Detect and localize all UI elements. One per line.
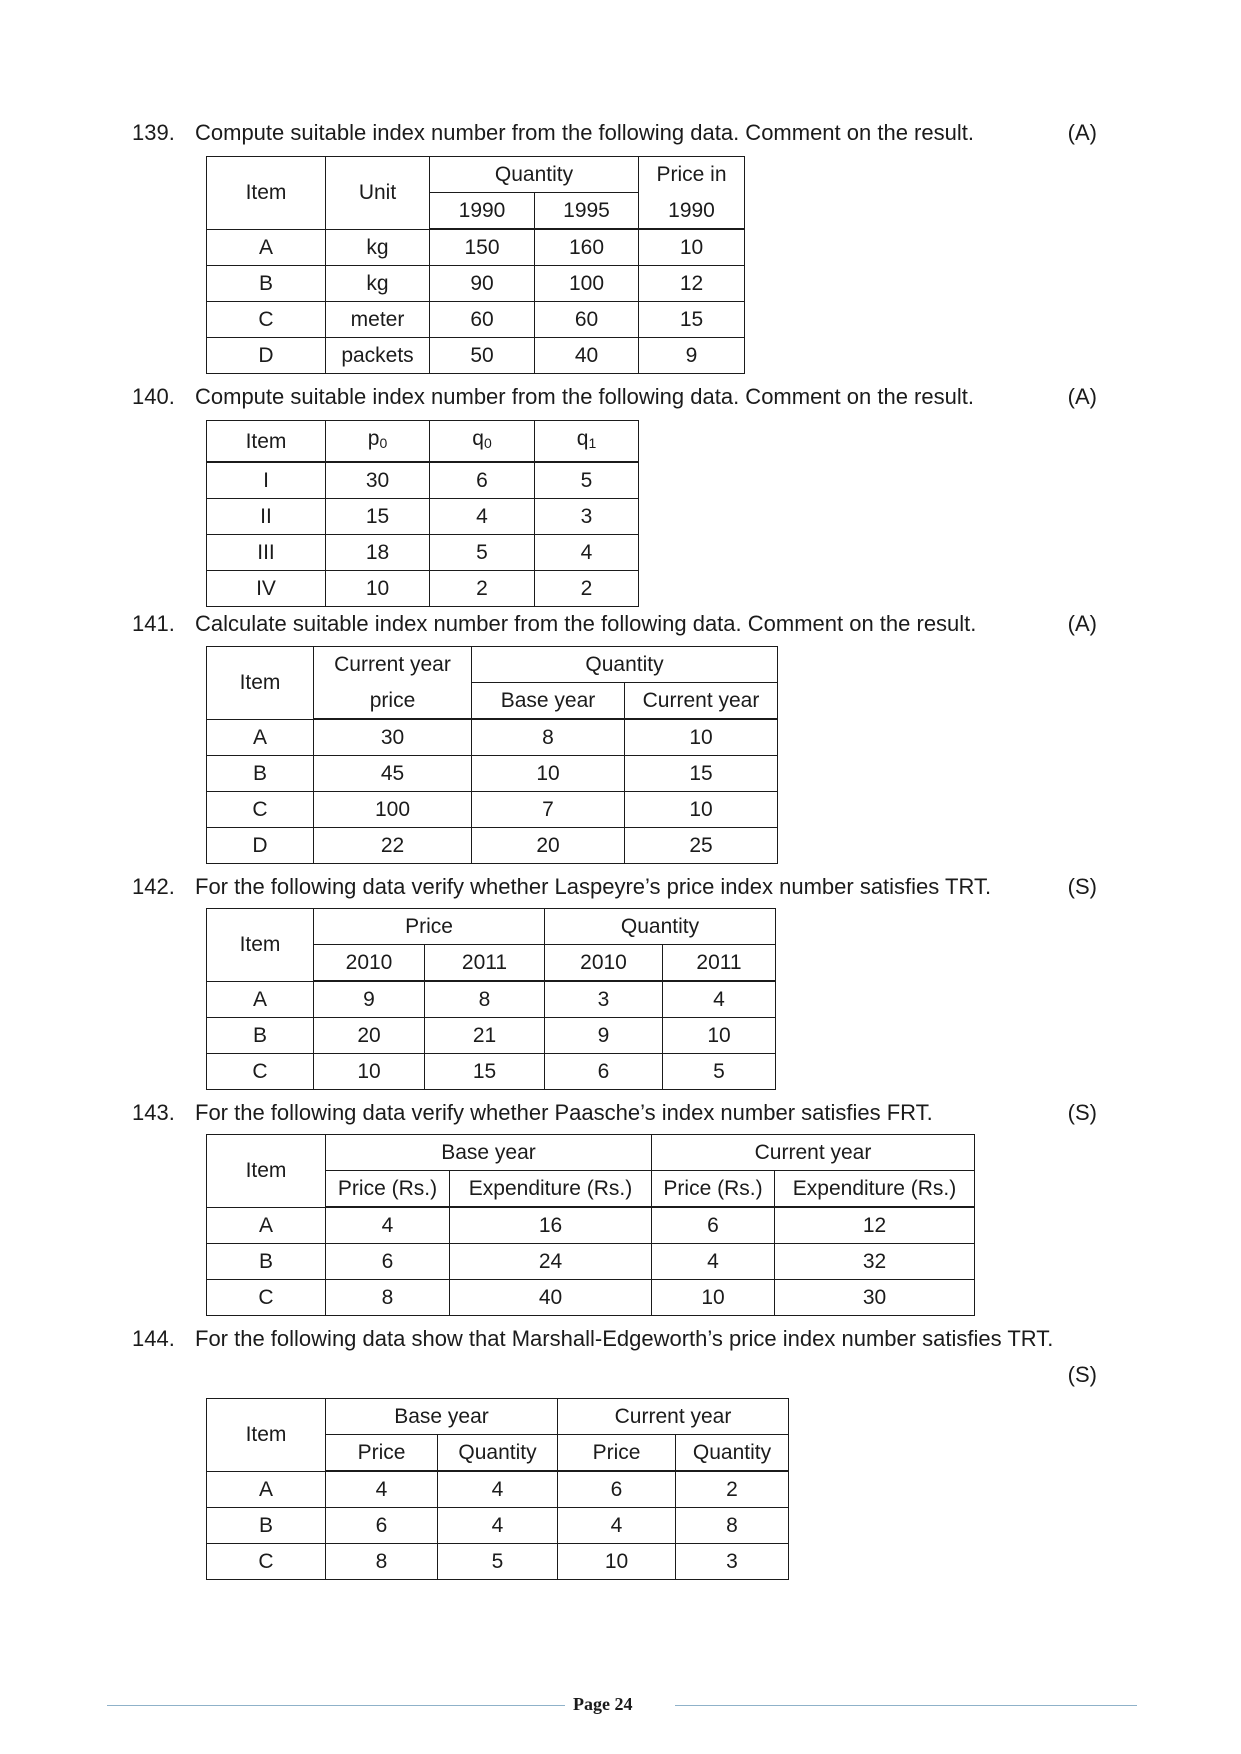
table-cell: 6 [430, 462, 535, 499]
difficulty-tag: (A) [1067, 384, 1097, 409]
difficulty-tag: (S) [1067, 1362, 1097, 1387]
table-cell: 30 [314, 719, 472, 756]
header-expenditure: Expenditure (Rs.) [775, 1171, 975, 1208]
header-q0: $q_0$ [430, 421, 535, 463]
header-p0: $p_0$ [326, 421, 430, 463]
question-number: 144. [132, 1326, 175, 1351]
header-2010: 2010 [545, 945, 663, 982]
table-cell: 4 [430, 499, 535, 535]
table-row [207, 1018, 776, 1054]
header-quantity: Quantity [472, 647, 778, 683]
table-cell: 8 [425, 981, 545, 1018]
table-row [207, 266, 745, 302]
table-cell: packets [326, 338, 430, 374]
header-2011: 2011 [425, 945, 545, 982]
table-row [207, 1471, 789, 1508]
table-cell: 3 [535, 499, 639, 535]
table-cell: 15 [326, 499, 430, 535]
header-item: Item [207, 647, 314, 720]
header-item: Item [207, 421, 326, 463]
header-2010: 2010 [314, 945, 425, 982]
header-base-year: Base year [472, 683, 625, 720]
table-row [207, 1544, 789, 1580]
table-row [207, 499, 639, 535]
table-cell: 20 [314, 1018, 425, 1054]
table-cell: 60 [430, 302, 535, 338]
table-cell: 30 [775, 1280, 975, 1316]
header-price: Price [558, 1435, 676, 1472]
header-price: Price [326, 1435, 438, 1472]
header-q1: $q_1$ [535, 421, 639, 463]
table-cell: D [207, 338, 326, 374]
question-number: 141. [132, 611, 175, 636]
header-price-year: 1990 [639, 193, 745, 230]
table-cell: A [207, 229, 326, 266]
table-row [207, 229, 745, 266]
table-cell: 8 [472, 719, 625, 756]
table-cell: C [207, 792, 314, 828]
table-cell: 12 [639, 266, 745, 302]
table-cell: III [207, 535, 326, 571]
table-cell: 40 [450, 1280, 652, 1316]
table-row [207, 338, 745, 374]
page-number: Page 24 [573, 1694, 633, 1714]
table-cell: 10 [652, 1280, 775, 1316]
table-cell: 4 [558, 1508, 676, 1544]
table-cell: 150 [430, 229, 535, 266]
table-cell: kg [326, 229, 430, 266]
table-row [207, 792, 778, 828]
table-cell: B [207, 1018, 314, 1054]
table-cell: 7 [472, 792, 625, 828]
table-cell: 6 [326, 1508, 438, 1544]
header-item: Item [207, 1135, 326, 1208]
footer-rule-left [107, 1705, 565, 1706]
table-cell: C [207, 1280, 326, 1316]
table-cell: 18 [326, 535, 430, 571]
table-cell: B [207, 266, 326, 302]
table-cell: 9 [639, 338, 745, 374]
table-cell: 6 [558, 1471, 676, 1508]
table-cell: 9 [314, 981, 425, 1018]
header-base-year: Base year [326, 1399, 558, 1435]
question-text: For the following data show that Marshall-Edgeworth’s price index number satisfies TRT. [195, 1326, 1054, 1351]
header-price: Price (Rs.) [326, 1171, 450, 1208]
table-cell: 4 [438, 1471, 558, 1508]
table-row [207, 302, 745, 338]
table-cell: C [207, 1054, 314, 1090]
question-144 [132, 1325, 1097, 1391]
table-cell: A [207, 981, 314, 1018]
table-cell: meter [326, 302, 430, 338]
header-price: Price [314, 909, 545, 945]
table-cell: 8 [676, 1508, 789, 1544]
table-cell: 32 [775, 1244, 975, 1280]
table-cell: 2 [535, 571, 639, 607]
table-cell: A [207, 1207, 326, 1244]
table-cell: 2 [676, 1471, 789, 1508]
table-cell: 10 [326, 571, 430, 607]
question-number: 140. [132, 384, 175, 409]
table-row [207, 535, 639, 571]
table-row [207, 1244, 975, 1280]
table-cell: 45 [314, 756, 472, 792]
header-current-year: Current year [625, 683, 778, 720]
table-cell: 10 [639, 229, 745, 266]
table-row [207, 1508, 789, 1544]
header-quantity: Quantity [545, 909, 776, 945]
table-cell: 25 [625, 828, 778, 864]
difficulty-tag: (S) [1067, 1100, 1097, 1125]
table-cell: 5 [535, 462, 639, 499]
table-cell: 160 [535, 229, 639, 266]
header-item: Item [207, 1399, 326, 1472]
data-table-141 [206, 646, 778, 864]
table-cell: 4 [535, 535, 639, 571]
header-quantity: Quantity [430, 157, 639, 193]
header-price-in: Price in [639, 157, 745, 193]
table-cell: 30 [326, 462, 430, 499]
header-item: Item [207, 157, 326, 230]
table-cell: 4 [326, 1471, 438, 1508]
table-cell: 3 [676, 1544, 789, 1580]
table-cell: 24 [450, 1244, 652, 1280]
table-cell: I [207, 462, 326, 499]
table-cell: 5 [663, 1054, 776, 1090]
header-base-year: Base year [326, 1135, 652, 1171]
question-text: Compute suitable index number from the following data. Comment on the result. [195, 384, 974, 409]
table-cell: 15 [639, 302, 745, 338]
table-cell: 40 [535, 338, 639, 374]
question-text: Calculate suitable index number from the following data. Comment on the result. [195, 611, 977, 636]
table-cell: 4 [663, 981, 776, 1018]
table-cell: 6 [652, 1207, 775, 1244]
table-cell: 3 [545, 981, 663, 1018]
table-row [207, 1207, 975, 1244]
header-current-year: Current year [558, 1399, 789, 1435]
table-cell: 6 [326, 1244, 450, 1280]
table-cell: C [207, 1544, 326, 1580]
page-footer [107, 1690, 1137, 1720]
table-cell: II [207, 499, 326, 535]
table-cell: 12 [775, 1207, 975, 1244]
data-table-144 [206, 1398, 789, 1580]
table-cell: 15 [625, 756, 778, 792]
table-cell: 50 [430, 338, 535, 374]
table-cell: B [207, 1508, 326, 1544]
table-cell: 21 [425, 1018, 545, 1054]
header-quantity: Quantity [676, 1435, 789, 1472]
header-current-year: Current year [652, 1135, 975, 1171]
data-table-142 [206, 908, 776, 1090]
table-row [207, 462, 639, 499]
table-cell: 10 [625, 792, 778, 828]
table-cell: C [207, 302, 326, 338]
table-cell: 6 [545, 1054, 663, 1090]
table-cell: 10 [663, 1018, 776, 1054]
table-cell: 5 [430, 535, 535, 571]
table-row [207, 828, 778, 864]
table-cell: 4 [326, 1207, 450, 1244]
table-cell: B [207, 756, 314, 792]
table-cell: A [207, 1471, 326, 1508]
data-table-140 [206, 420, 639, 607]
table-cell: 8 [326, 1544, 438, 1580]
table-cell: 10 [558, 1544, 676, 1580]
table-cell: 90 [430, 266, 535, 302]
table-cell: 10 [625, 719, 778, 756]
table-cell: A [207, 719, 314, 756]
table-cell: IV [207, 571, 326, 607]
table-row [207, 1054, 776, 1090]
table-cell: 60 [535, 302, 639, 338]
table-cell: D [207, 828, 314, 864]
question-text: For the following data verify whether Laspeyre’s price index number satisfies TRT. [195, 874, 992, 899]
header-2011: 2011 [663, 945, 776, 982]
table-cell: 15 [425, 1054, 545, 1090]
data-table-139 [206, 156, 745, 374]
table-cell: kg [326, 266, 430, 302]
table-cell: 16 [450, 1207, 652, 1244]
difficulty-tag: (S) [1067, 874, 1097, 899]
header-unit: Unit [326, 157, 430, 230]
question-number: 143. [132, 1100, 175, 1125]
header-price: Price (Rs.) [652, 1171, 775, 1208]
table-row [207, 1280, 975, 1316]
header-1995: 1995 [535, 193, 639, 230]
footer-rule-right [675, 1705, 1137, 1706]
header-item: Item [207, 909, 314, 982]
table-cell: 5 [438, 1544, 558, 1580]
table-cell: 4 [438, 1508, 558, 1544]
header-1990: 1990 [430, 193, 535, 230]
table-row [207, 719, 778, 756]
table-cell: 22 [314, 828, 472, 864]
header-price-word: price [314, 683, 472, 720]
difficulty-tag: (A) [1067, 120, 1097, 145]
question-number: 142. [132, 874, 175, 899]
table-cell: 2 [430, 571, 535, 607]
difficulty-tag: (A) [1067, 611, 1097, 636]
question-text: For the following data verify whether Paasche’s index number satisfies FRT. [195, 1100, 933, 1125]
header-expenditure: Expenditure (Rs.) [450, 1171, 652, 1208]
table-cell: B [207, 1244, 326, 1280]
table-cell: 10 [314, 1054, 425, 1090]
table-row [207, 756, 778, 792]
table-cell: 20 [472, 828, 625, 864]
table-cell: 8 [326, 1280, 450, 1316]
data-table-143 [206, 1134, 975, 1316]
table-cell: 9 [545, 1018, 663, 1054]
question-number: 139. [132, 120, 175, 145]
table-cell: 10 [472, 756, 625, 792]
table-cell: 4 [652, 1244, 775, 1280]
table-cell: 100 [314, 792, 472, 828]
header-quantity: Quantity [438, 1435, 558, 1472]
table-row [207, 571, 639, 607]
table-cell: 100 [535, 266, 639, 302]
table-row [207, 981, 776, 1018]
header-current-year-price: Current year [314, 647, 472, 683]
question-text: Compute suitable index number from the following data. Comment on the result. [195, 120, 974, 145]
